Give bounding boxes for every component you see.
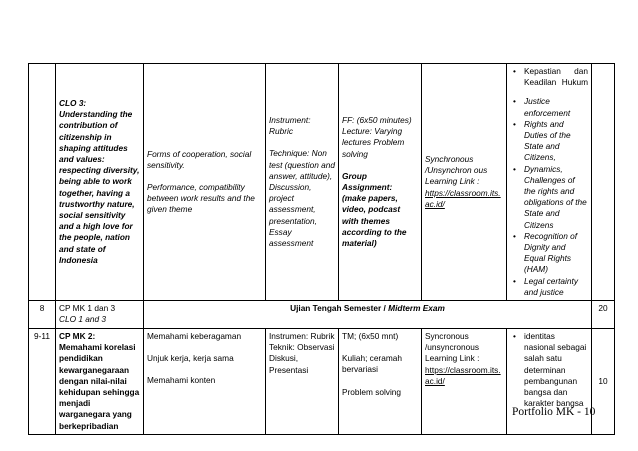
method-problem-solving: Problem solving bbox=[342, 386, 402, 397]
week-cell: 9-11 bbox=[29, 329, 56, 435]
indicator-text-1: Memahami keberagaman bbox=[147, 331, 242, 342]
clo-cell bbox=[56, 64, 144, 301]
indicator-cell bbox=[144, 329, 266, 435]
method-lecture: Kuliah; ceramah bervariasi bbox=[342, 353, 402, 375]
assessment-technique: Technique: Non test (question and answer, attitude), Discussion, project assessment, presentation, Essay assessment bbox=[269, 148, 335, 248]
classroom-link[interactable]: https://classroom.its.ac.id/ bbox=[425, 364, 501, 386]
assessment-cell: Instrumen: Rubrik Teknik: Observasi Diskusi, Presentasi bbox=[266, 329, 339, 435]
materials-item: • Recognition of Dignity and Equal Rights (HAM) bbox=[524, 231, 588, 276]
indicator-text-3: Memahami konten bbox=[147, 375, 216, 386]
rps-table bbox=[28, 63, 615, 435]
week-cell: 8 bbox=[29, 301, 56, 329]
weight-cell: 20 bbox=[592, 301, 615, 329]
materials-item: • identitas nasional sebagai salah satu determinan pembangunan bangsa dan karakter bangsa bbox=[524, 331, 588, 409]
cp-label: CP MK 1 dan 3 bbox=[59, 303, 116, 314]
method-cell bbox=[339, 64, 422, 301]
indicator-text-1: Forms of cooperation, social sensitivity. bbox=[147, 148, 252, 170]
online-text: Syncronous /unsyncronous Learning Link : bbox=[425, 331, 480, 364]
method-cell bbox=[339, 329, 422, 435]
indicator-text-2: Performance, compatibility between work results and the given theme bbox=[147, 181, 255, 215]
materials-item: • Justice enforcement bbox=[524, 96, 588, 118]
materials-list bbox=[510, 66, 588, 298]
materials-item: • Kepastian dan Keadilan Hukum bbox=[524, 66, 588, 88]
week-cell bbox=[29, 64, 56, 301]
indicator-text-2: Unjuk kerja, kerja sama bbox=[147, 353, 234, 364]
cp-cell: CP MK 2: Memahami korelasi pendidikan kewarganegaraan dengan nilai-nilai kehidupan sehingga menjadi warganegara yang berkepribadian bbox=[56, 329, 144, 435]
classroom-link[interactable]: https://classroom.its.ac.id/ bbox=[425, 187, 501, 209]
online-cell bbox=[422, 329, 507, 435]
materials-item: • Dynamics, Challenges of the rights and obligations of the State and Citizens bbox=[524, 164, 588, 231]
assessment-instrument: Instrument: Rubric bbox=[269, 114, 311, 137]
page-footer: Portfolio MK - 10 bbox=[512, 406, 596, 418]
weight-cell: 10 bbox=[592, 329, 615, 435]
clo-title: CLO 3: bbox=[59, 98, 87, 108]
clo-label: CLO 1 and 3 bbox=[59, 314, 107, 325]
table-row-clo3 bbox=[29, 64, 615, 301]
exam-label: Ujian Tengah Semester / bbox=[290, 303, 386, 314]
table-row-9-11 bbox=[29, 329, 615, 435]
weight-cell bbox=[592, 64, 615, 301]
materials-item: • Legal certainty and justice bbox=[524, 276, 588, 298]
online-text: Synchronous /Unsynchron ous Learning Link : bbox=[425, 154, 488, 187]
materials-cell bbox=[507, 64, 592, 301]
materials-cell bbox=[507, 329, 592, 435]
midterm-exam-cell bbox=[144, 301, 592, 329]
table-row-midterm bbox=[29, 301, 615, 329]
method-offline: TM; (6x50 mnt) bbox=[342, 331, 399, 342]
exam-label-en: Midterm Exam bbox=[388, 303, 445, 314]
assessment-cell bbox=[266, 64, 339, 301]
clo-text: Understanding the contribution of citizenship in shaping attitudes and values: respecting diversity, being able to work together, having a trustworthy nature, social sensitivity and a high love for the people, nation and state of Indonesia bbox=[59, 109, 140, 265]
materials-item: • Rights and Duties of the State and Citizens, bbox=[524, 119, 588, 164]
indicator-cell bbox=[144, 64, 266, 301]
online-cell bbox=[422, 64, 507, 301]
method-assignment: Group Assignment: (make papers, video, podcast with themes according to the material) bbox=[342, 170, 407, 248]
cp-cell bbox=[56, 301, 144, 329]
method-offline: FF: (6x50 minutes) Lecture: Varying lectures Problem solving bbox=[342, 114, 412, 159]
materials-list bbox=[510, 331, 588, 409]
